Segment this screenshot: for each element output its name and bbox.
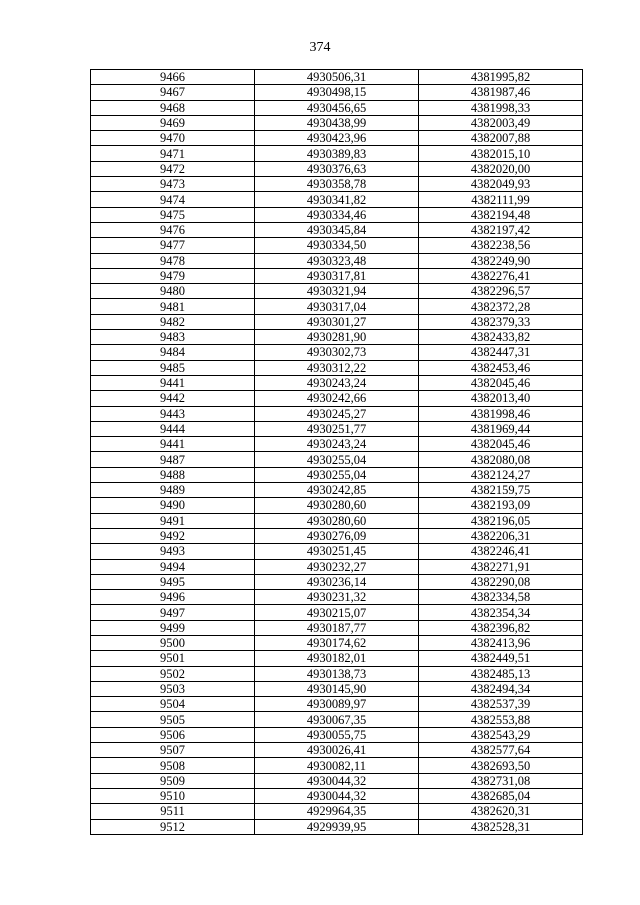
table-row	[91, 299, 583, 314]
table-row	[91, 437, 583, 452]
y-coordinate-cell: 4382334,58	[419, 590, 583, 605]
point-number-cell: 9502	[91, 666, 255, 681]
table-row	[91, 131, 583, 146]
point-number-cell: 9481	[91, 299, 255, 314]
x-coordinate-cell: 4930243,24	[255, 437, 419, 452]
y-coordinate-cell: 4382354,34	[419, 605, 583, 620]
x-coordinate-cell: 4930341,82	[255, 192, 419, 207]
y-coordinate-cell: 4382543,29	[419, 727, 583, 742]
point-number-cell: 9506	[91, 727, 255, 742]
point-number-cell: 9491	[91, 513, 255, 528]
y-coordinate-cell: 4382020,00	[419, 161, 583, 176]
x-coordinate-cell: 4930506,31	[255, 70, 419, 85]
point-number-cell: 9474	[91, 192, 255, 207]
y-coordinate-cell: 4382494,34	[419, 681, 583, 696]
point-number-cell: 9504	[91, 697, 255, 712]
x-coordinate-cell: 4929964,35	[255, 804, 419, 819]
point-number-cell: 9468	[91, 100, 255, 115]
y-coordinate-cell: 4382731,08	[419, 773, 583, 788]
y-coordinate-cell: 4382045,46	[419, 375, 583, 390]
table-row	[91, 620, 583, 635]
y-coordinate-cell: 4382453,46	[419, 360, 583, 375]
y-coordinate-cell: 4382577,64	[419, 743, 583, 758]
x-coordinate-cell: 4930280,60	[255, 498, 419, 513]
point-number-cell: 9488	[91, 467, 255, 482]
table-row	[91, 467, 583, 482]
x-coordinate-cell: 4930317,04	[255, 299, 419, 314]
x-coordinate-cell: 4930089,97	[255, 697, 419, 712]
table-row	[91, 375, 583, 390]
table-row	[91, 590, 583, 605]
table-row	[91, 697, 583, 712]
x-coordinate-cell: 4930187,77	[255, 620, 419, 635]
y-coordinate-cell: 4382620,31	[419, 804, 583, 819]
x-coordinate-cell: 4930498,15	[255, 85, 419, 100]
table-row	[91, 666, 583, 681]
table-row	[91, 345, 583, 360]
x-coordinate-cell: 4930236,14	[255, 574, 419, 589]
point-number-cell: 9487	[91, 452, 255, 467]
table-row	[91, 391, 583, 406]
y-coordinate-cell: 4382246,41	[419, 544, 583, 559]
y-coordinate-cell: 4382685,04	[419, 788, 583, 803]
coordinates-table	[90, 69, 583, 835]
x-coordinate-cell: 4930389,83	[255, 146, 419, 161]
table-row	[91, 544, 583, 559]
point-number-cell: 9476	[91, 222, 255, 237]
y-coordinate-cell: 4382693,50	[419, 758, 583, 773]
x-coordinate-cell: 4930456,65	[255, 100, 419, 115]
page-number: 374	[309, 40, 331, 55]
x-coordinate-cell: 4930055,75	[255, 727, 419, 742]
y-coordinate-cell: 4382396,82	[419, 620, 583, 635]
y-coordinate-cell: 4381998,46	[419, 406, 583, 421]
y-coordinate-cell: 4382007,88	[419, 131, 583, 146]
point-number-cell: 9499	[91, 620, 255, 635]
table-row	[91, 421, 583, 436]
x-coordinate-cell: 4930242,85	[255, 483, 419, 498]
table-row	[91, 758, 583, 773]
y-coordinate-cell: 4382197,42	[419, 222, 583, 237]
table-row	[91, 651, 583, 666]
x-coordinate-cell: 4930174,62	[255, 635, 419, 650]
x-coordinate-cell: 4930067,35	[255, 712, 419, 727]
x-coordinate-cell: 4929939,95	[255, 819, 419, 834]
y-coordinate-cell: 4381995,82	[419, 70, 583, 85]
point-number-cell: 9495	[91, 574, 255, 589]
table-row	[91, 559, 583, 574]
table-row	[91, 284, 583, 299]
y-coordinate-cell: 4382290,08	[419, 574, 583, 589]
y-coordinate-cell: 4381969,44	[419, 421, 583, 436]
y-coordinate-cell: 4382485,13	[419, 666, 583, 681]
x-coordinate-cell: 4930280,60	[255, 513, 419, 528]
table-row	[91, 70, 583, 85]
table-row	[91, 406, 583, 421]
point-number-cell: 9490	[91, 498, 255, 513]
y-coordinate-cell: 4382196,05	[419, 513, 583, 528]
table-row	[91, 268, 583, 283]
x-coordinate-cell: 4930243,24	[255, 375, 419, 390]
y-coordinate-cell: 4382206,31	[419, 528, 583, 543]
y-coordinate-cell: 4382553,88	[419, 712, 583, 727]
x-coordinate-cell: 4930312,22	[255, 360, 419, 375]
coordinates-table-body	[91, 70, 583, 835]
point-number-cell: 9492	[91, 528, 255, 543]
point-number-cell: 9496	[91, 590, 255, 605]
x-coordinate-cell: 4930317,81	[255, 268, 419, 283]
point-number-cell: 9480	[91, 284, 255, 299]
y-coordinate-cell: 4382080,08	[419, 452, 583, 467]
y-coordinate-cell: 4382045,46	[419, 437, 583, 452]
table-row	[91, 161, 583, 176]
x-coordinate-cell: 4930044,32	[255, 773, 419, 788]
table-row	[91, 804, 583, 819]
table-row	[91, 207, 583, 222]
y-coordinate-cell: 4382296,57	[419, 284, 583, 299]
x-coordinate-cell: 4930232,27	[255, 559, 419, 574]
y-coordinate-cell: 4382193,09	[419, 498, 583, 513]
table-row	[91, 788, 583, 803]
point-number-cell: 9466	[91, 70, 255, 85]
x-coordinate-cell: 4930255,04	[255, 467, 419, 482]
table-row	[91, 177, 583, 192]
table-row	[91, 452, 583, 467]
point-number-cell: 9484	[91, 345, 255, 360]
table-row	[91, 819, 583, 834]
point-number-cell: 9510	[91, 788, 255, 803]
table-row	[91, 100, 583, 115]
table-row	[91, 727, 583, 742]
table-row	[91, 712, 583, 727]
y-coordinate-cell: 4382003,49	[419, 115, 583, 130]
x-coordinate-cell: 4930334,46	[255, 207, 419, 222]
point-number-cell: 9482	[91, 314, 255, 329]
x-coordinate-cell: 4930323,48	[255, 253, 419, 268]
y-coordinate-cell: 4382249,90	[419, 253, 583, 268]
point-number-cell: 9473	[91, 177, 255, 192]
table-row	[91, 605, 583, 620]
x-coordinate-cell: 4930276,09	[255, 528, 419, 543]
table-row	[91, 222, 583, 237]
y-coordinate-cell: 4382276,41	[419, 268, 583, 283]
point-number-cell: 9471	[91, 146, 255, 161]
table-row	[91, 253, 583, 268]
point-number-cell: 9441	[91, 375, 255, 390]
x-coordinate-cell: 4930358,78	[255, 177, 419, 192]
x-coordinate-cell: 4930231,32	[255, 590, 419, 605]
point-number-cell: 9441	[91, 437, 255, 452]
point-number-cell: 9511	[91, 804, 255, 819]
x-coordinate-cell: 4930438,99	[255, 115, 419, 130]
y-coordinate-cell: 4381987,46	[419, 85, 583, 100]
point-number-cell: 9479	[91, 268, 255, 283]
point-number-cell: 9475	[91, 207, 255, 222]
point-number-cell: 9508	[91, 758, 255, 773]
point-number-cell: 9442	[91, 391, 255, 406]
x-coordinate-cell: 4930334,50	[255, 238, 419, 253]
point-number-cell: 9483	[91, 330, 255, 345]
point-number-cell: 9494	[91, 559, 255, 574]
point-number-cell: 9470	[91, 131, 255, 146]
y-coordinate-cell: 4382111,99	[419, 192, 583, 207]
table-row	[91, 115, 583, 130]
point-number-cell: 9477	[91, 238, 255, 253]
table-row	[91, 483, 583, 498]
x-coordinate-cell: 4930255,04	[255, 452, 419, 467]
table-row	[91, 528, 583, 543]
y-coordinate-cell: 4382194,48	[419, 207, 583, 222]
point-number-cell: 9497	[91, 605, 255, 620]
point-number-cell: 9485	[91, 360, 255, 375]
point-number-cell: 9507	[91, 743, 255, 758]
table-row	[91, 85, 583, 100]
x-coordinate-cell: 4930376,63	[255, 161, 419, 176]
y-coordinate-cell: 4382372,28	[419, 299, 583, 314]
y-coordinate-cell: 4382159,75	[419, 483, 583, 498]
table-row	[91, 635, 583, 650]
y-coordinate-cell: 4382449,51	[419, 651, 583, 666]
table-row	[91, 773, 583, 788]
point-number-cell: 9493	[91, 544, 255, 559]
y-coordinate-cell: 4382015,10	[419, 146, 583, 161]
point-number-cell: 9444	[91, 421, 255, 436]
point-number-cell: 9489	[91, 483, 255, 498]
x-coordinate-cell: 4930245,27	[255, 406, 419, 421]
x-coordinate-cell: 4930302,73	[255, 345, 419, 360]
point-number-cell: 9501	[91, 651, 255, 666]
x-coordinate-cell: 4930138,73	[255, 666, 419, 681]
table-row	[91, 574, 583, 589]
x-coordinate-cell: 4930321,94	[255, 284, 419, 299]
y-coordinate-cell: 4382124,27	[419, 467, 583, 482]
x-coordinate-cell: 4930082,11	[255, 758, 419, 773]
table-row	[91, 146, 583, 161]
y-coordinate-cell: 4382271,91	[419, 559, 583, 574]
x-coordinate-cell: 4930242,66	[255, 391, 419, 406]
point-number-cell: 9512	[91, 819, 255, 834]
table-row	[91, 681, 583, 696]
y-coordinate-cell: 4381998,33	[419, 100, 583, 115]
x-coordinate-cell: 4930301,27	[255, 314, 419, 329]
point-number-cell: 9478	[91, 253, 255, 268]
y-coordinate-cell: 4382013,40	[419, 391, 583, 406]
x-coordinate-cell: 4930423,96	[255, 131, 419, 146]
table-row	[91, 360, 583, 375]
point-number-cell: 9509	[91, 773, 255, 788]
table-row	[91, 498, 583, 513]
y-coordinate-cell: 4382447,31	[419, 345, 583, 360]
table-row	[91, 330, 583, 345]
x-coordinate-cell: 4930145,90	[255, 681, 419, 696]
x-coordinate-cell: 4930345,84	[255, 222, 419, 237]
table-row	[91, 238, 583, 253]
x-coordinate-cell: 4930281,90	[255, 330, 419, 345]
x-coordinate-cell: 4930044,32	[255, 788, 419, 803]
point-number-cell: 9469	[91, 115, 255, 130]
x-coordinate-cell: 4930026,41	[255, 743, 419, 758]
y-coordinate-cell: 4382537,39	[419, 697, 583, 712]
point-number-cell: 9472	[91, 161, 255, 176]
point-number-cell: 9467	[91, 85, 255, 100]
point-number-cell: 9503	[91, 681, 255, 696]
x-coordinate-cell: 4930215,07	[255, 605, 419, 620]
table-row	[91, 743, 583, 758]
point-number-cell: 9505	[91, 712, 255, 727]
y-coordinate-cell: 4382049,93	[419, 177, 583, 192]
y-coordinate-cell: 4382528,31	[419, 819, 583, 834]
y-coordinate-cell: 4382433,82	[419, 330, 583, 345]
point-number-cell: 9443	[91, 406, 255, 421]
table-row	[91, 314, 583, 329]
y-coordinate-cell: 4382413,96	[419, 635, 583, 650]
x-coordinate-cell: 4930182,01	[255, 651, 419, 666]
y-coordinate-cell: 4382379,33	[419, 314, 583, 329]
table-row	[91, 192, 583, 207]
point-number-cell: 9500	[91, 635, 255, 650]
x-coordinate-cell: 4930251,45	[255, 544, 419, 559]
y-coordinate-cell: 4382238,56	[419, 238, 583, 253]
table-row	[91, 513, 583, 528]
x-coordinate-cell: 4930251,77	[255, 421, 419, 436]
